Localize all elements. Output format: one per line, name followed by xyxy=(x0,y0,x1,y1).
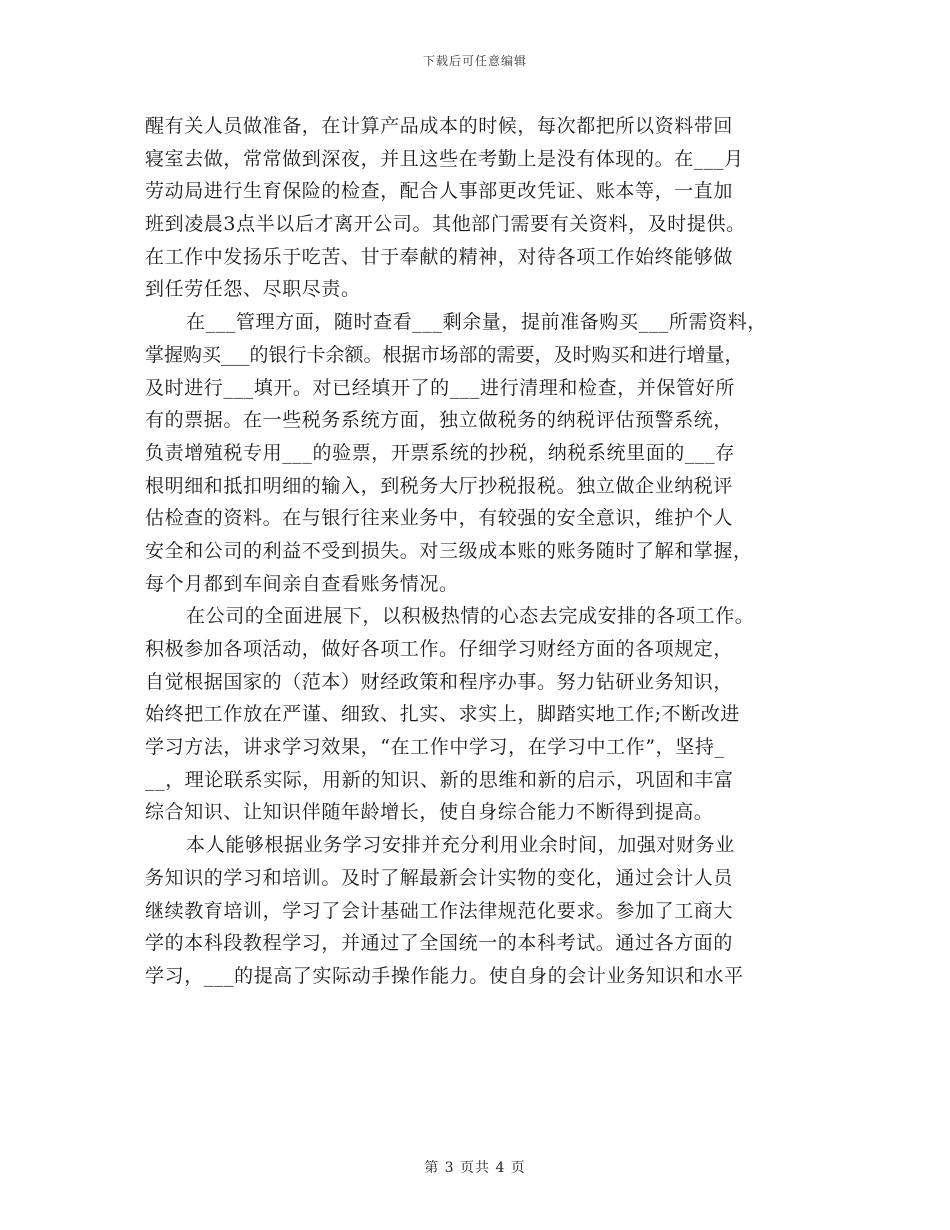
text-line: 寝室去做，常常做到深夜，并且这些在考勤上是没有体现的。在___月 xyxy=(145,147,744,170)
text-line: 劳动局进行生育保险的检查，配合人事部更改凭证、账本等，一直加 xyxy=(145,180,734,203)
text-line: 到任劳任怨、尽职尽责。 xyxy=(145,278,361,301)
text-line: 根明细和抵扣明细的输入，到税务大厅抄税报税。独立做企业纳税评 xyxy=(145,474,734,497)
text-line: 始终把工作放在严谨、细致、扎实、求实上，脚踏实地工作;不断改进 xyxy=(145,703,741,726)
text-line: 务知识的学习和培训。及时了解最新会计实物的变化，通过会计人员 xyxy=(145,866,734,889)
text-line: 在工作中发扬乐于吃苦、甘于奉献的精神，对待各项工作始终能够做 xyxy=(145,245,734,268)
text-line: 学的本科段教程学习，并通过了全国统一的本科考试。通过各方面的 xyxy=(145,932,734,955)
page-footer: 第 3 页共 4 页 xyxy=(424,1160,526,1176)
text-line: 掌握购买___的银行卡余额。根据市场部的需要，及时购买和进行增量， xyxy=(145,343,744,366)
text-line: __，理论联系实际，用新的知识、新的思维和新的启示，巩固和丰富 xyxy=(145,768,734,791)
text-line: 自觉根据国家的（范本）财经政策和程序办事。努力钻研业务知识， xyxy=(145,670,734,693)
text-line: 学习方法，讲求学习效果，“在工作中学习，在学习中工作”，坚持_ xyxy=(145,736,725,759)
paragraph-start-line: 在公司的全面进展下，以积极热情的心态去完成安排的各项工作。 xyxy=(186,605,755,628)
text-line: 有的票据。在一些税务系统方面，独立做税务的纳税评估预警系统， xyxy=(145,409,734,432)
text-line: 综合知识、让知识伴随年龄增长，使自身综合能力不断得到提高。 xyxy=(145,801,714,824)
text-line: 安全和公司的利益不受到损失。对三级成本账的账务随时了解和掌握， xyxy=(145,539,753,562)
text-line: 积极参加各项活动，做好各项工作。仔细学习财经方面的各项规定， xyxy=(145,638,734,660)
paragraph-start-line: 在___管理方面，随时查看___剩余量，提前准备购买___所需资料， xyxy=(186,311,767,334)
text-line: 班到凌晨3点半以后才离开公司。其他部门需要有关资料，及时提供。 xyxy=(145,213,746,236)
document-body xyxy=(145,110,825,993)
text-line: 继续教育培训，学习了会计基础工作法律规范化要求。参加了工商大 xyxy=(145,899,734,922)
text-line: 每个月都到车间亲自查看账务情况。 xyxy=(145,572,459,595)
text-line: 负责增殖税专用___的验票，开票系统的抄税，纳税系统里面的___存 xyxy=(145,441,735,464)
paragraph-start-line: 本人能够根据业务学习安排并充分利用业余时间，加强对财务业 xyxy=(186,834,735,857)
text-line: 及时进行___填开。对已经填开了的___进行清理和检查，并保管好所 xyxy=(145,376,735,399)
text-line: 估检查的资料。在与银行往来业务中，有较强的安全意识，维护个人 xyxy=(145,507,734,530)
text-line: 学习，___的提高了实际动手操作能力。使自身的会计业务知识和水平 xyxy=(145,964,744,987)
page-header: 下载后可任意编辑 xyxy=(422,54,527,68)
text-line: 醒有关人员做准备，在计算产品成本的时候，每次都把所以资料带回 xyxy=(145,115,734,137)
